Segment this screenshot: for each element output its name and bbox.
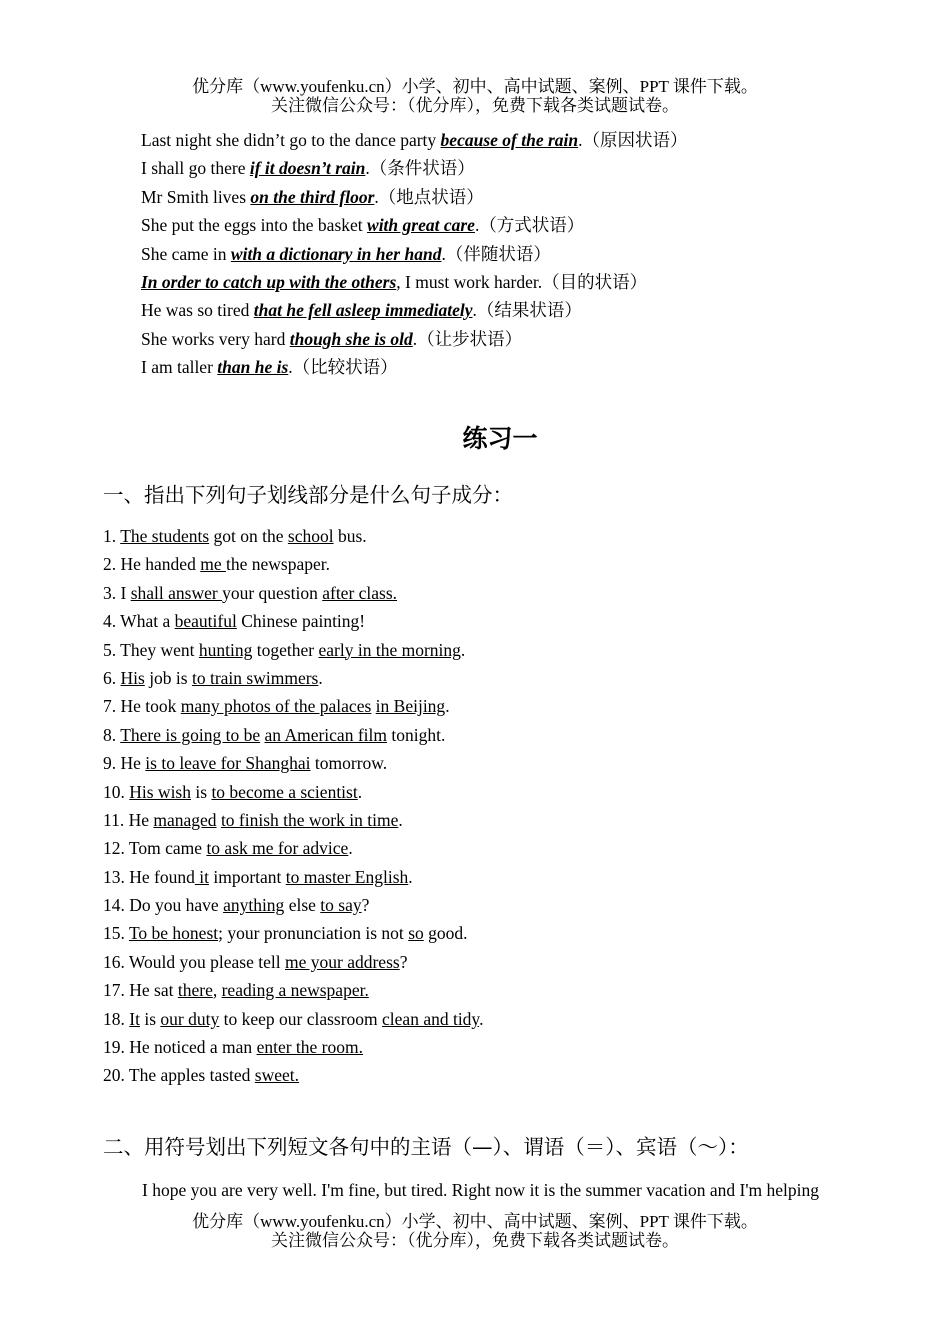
example-sentence	[141, 268, 688, 296]
question-item	[103, 1033, 483, 1061]
question-text: 10.	[103, 781, 130, 802]
example-text: She works very hard	[141, 328, 290, 349]
question-text: your question	[222, 582, 323, 603]
underlined-part: is to leave for Shanghai	[145, 753, 311, 774]
question-text: ; your pronunciation is not	[218, 923, 409, 944]
example-sentence	[141, 296, 688, 324]
question-text: 6.	[103, 667, 121, 688]
passage-paragraph: I hope you are very well. I'm fine, but tired. Right now it is the summer vacation and I'm helping	[142, 1180, 819, 1200]
question-text: .	[357, 781, 363, 802]
question-item	[103, 664, 483, 692]
question-text: ,	[212, 980, 222, 1001]
example-text: .（条件状语）	[365, 158, 475, 179]
underlined-part: hunting	[198, 639, 253, 660]
question-text: 15.	[103, 923, 129, 944]
underlined-part: an American film	[264, 724, 387, 745]
example-key-phrase: though she is old	[289, 328, 413, 349]
underlined-part: anything	[223, 895, 285, 916]
underlined-part: to train swimmers	[191, 667, 319, 688]
question-text: .	[460, 639, 466, 660]
underlined-part: me	[200, 554, 226, 575]
underlined-part: our duty	[160, 1008, 220, 1029]
underlined-part: school	[287, 526, 334, 546]
example-text: .（伴随状语）	[441, 243, 551, 264]
footer-line-1: 优分库（www.youfenku.cn）小学、初中、高中试题、案例、PPT 课件下载。	[192, 1212, 758, 1231]
question-text: 13. He found	[103, 866, 195, 887]
question-text: 9. He	[103, 753, 146, 774]
question-text: .	[398, 809, 403, 830]
underlined-part: His	[120, 667, 145, 688]
underlined-part: reading a newspaper.	[221, 980, 369, 1001]
example-text: He was so tired	[141, 300, 254, 321]
footer-line-2: 关注微信公众号：（优分库），免费下载各类试题试卷。	[271, 1231, 679, 1250]
underlined-part: it	[194, 866, 209, 887]
underlined-part: to finish the work in time	[220, 809, 399, 830]
example-text: Last night she didn’t go to the dance party	[141, 130, 441, 150]
question-text: .	[445, 696, 450, 717]
example-key-phrase: because of the rain	[440, 130, 579, 150]
question-text: together	[252, 639, 319, 660]
question-item	[103, 550, 483, 578]
underlined-part: me your address	[285, 951, 400, 972]
header-line-1: 优分库（www.youfenku.cn）小学、初中、高中试题、案例、PPT 课件下载。	[192, 77, 758, 96]
adverbial-examples	[141, 126, 688, 382]
example-text: She came in	[141, 243, 231, 264]
underlined-part: clean and tidy	[382, 1008, 480, 1029]
question-item	[103, 749, 483, 777]
underlined-part: to master English	[285, 866, 409, 887]
underlined-part: The students	[120, 526, 210, 546]
question-item	[103, 834, 483, 862]
underlined-part: to say	[320, 895, 362, 916]
question-text: .	[318, 667, 323, 688]
question-text: .	[408, 866, 413, 887]
example-sentence	[141, 183, 688, 211]
question-text: bus.	[333, 526, 367, 546]
question-text: important	[208, 866, 286, 887]
question-text: 8.	[103, 724, 121, 745]
example-key-phrase: that he fell asleep immediately	[253, 300, 473, 321]
question-text: 20. The apples tasted	[103, 1065, 255, 1086]
question-text: ?	[399, 951, 408, 972]
question-text: Chinese painting!	[236, 611, 366, 632]
example-sentence	[141, 325, 688, 353]
underlined-part: His wish	[129, 781, 191, 802]
example-text: Mr Smith lives	[141, 186, 251, 207]
question-text: 1.	[103, 526, 121, 546]
question-item	[103, 1061, 483, 1089]
example-sentence	[141, 353, 688, 381]
question-item	[103, 778, 483, 806]
question-text: 19. He noticed a man	[103, 1037, 257, 1058]
question-list	[103, 522, 483, 1090]
question-text: 2. He handed	[103, 554, 201, 575]
example-key-phrase: with a dictionary in her hand	[230, 243, 442, 264]
example-sentence	[141, 126, 688, 154]
underlined-part: so	[408, 923, 424, 944]
underlined-part: There is going to be	[120, 724, 261, 745]
question-text: .	[348, 838, 353, 859]
example-text: .（方式状语）	[474, 215, 585, 236]
question-item	[103, 1005, 483, 1033]
question-item	[103, 721, 483, 749]
example-text: .（结果状语）	[472, 300, 582, 321]
header-line-2: 关注微信公众号：（优分库），免费下载各类试题试卷。	[271, 96, 679, 115]
question-item	[103, 522, 483, 550]
underlined-part: enter the room.	[256, 1037, 363, 1058]
section-1-heading: 一、指出下列句子划线部分是什么句子成分：	[103, 483, 513, 507]
question-item	[103, 863, 483, 891]
underlined-part: sweet.	[254, 1065, 300, 1086]
question-item	[103, 579, 483, 607]
underlined-part: shall answer	[130, 582, 223, 603]
underlined-part: after class.	[322, 582, 398, 603]
example-text: .（比较状语）	[288, 357, 398, 378]
example-text: , I must work harder.（目的状语）	[396, 271, 648, 292]
question-item	[103, 692, 483, 720]
example-text: I am taller	[141, 357, 218, 378]
example-key-phrase: if it doesn’t rain	[249, 158, 366, 179]
question-item	[103, 607, 483, 635]
question-text: 11. He	[103, 809, 154, 830]
example-key-phrase: In order to catch up with the others	[141, 271, 397, 292]
question-item	[103, 636, 483, 664]
example-key-phrase: on the third floor	[250, 186, 375, 207]
question-item	[103, 806, 483, 834]
underlined-part: to ask me for advice	[206, 838, 349, 859]
example-sentence	[141, 240, 688, 268]
page-footer	[0, 1212, 950, 1250]
underlined-part: managed	[153, 809, 217, 830]
question-item	[103, 948, 483, 976]
underlined-part: beautiful	[174, 611, 237, 632]
example-text: She put the eggs into the basket	[141, 215, 368, 236]
underlined-part: early in the morning	[318, 639, 461, 660]
question-text: tonight.	[387, 724, 446, 745]
example-text: .（原因状语）	[578, 130, 688, 150]
underlined-part: there	[177, 980, 213, 1001]
question-text: got on the	[209, 526, 288, 546]
question-text: 18.	[103, 1008, 130, 1029]
question-text: 16. Would you please tell	[103, 951, 285, 972]
example-sentence	[141, 211, 688, 239]
question-text: else	[284, 895, 321, 916]
question-text: job is	[144, 667, 192, 688]
question-text: 7. He took	[103, 696, 181, 717]
question-text: good.	[423, 923, 468, 944]
question-text: 5. They went	[103, 639, 199, 660]
question-text: tomorrow.	[310, 753, 388, 774]
question-text: is	[139, 1008, 161, 1029]
question-text: the newspaper.	[225, 554, 330, 575]
page-header	[0, 77, 950, 115]
question-text: is	[191, 781, 212, 802]
underlined-part: many photos of the palaces	[180, 696, 372, 717]
example-text: I shall go there	[141, 158, 250, 179]
underlined-part: to become a scientist	[211, 781, 358, 802]
question-item	[103, 919, 483, 947]
question-item	[103, 976, 483, 1004]
underlined-part: To be honest	[128, 923, 219, 944]
underlined-part: It	[129, 1008, 140, 1029]
question-text: 14. Do you have	[103, 895, 224, 916]
example-key-phrase: with great care	[367, 215, 475, 236]
question-text: .	[479, 1008, 484, 1029]
section-2-heading: 二、用符号划出下列短文各句中的主语（—）、谓语（＝）、宾语（～）：	[103, 1135, 749, 1159]
example-sentence	[141, 154, 688, 182]
underlined-part: in Beijing	[375, 696, 446, 717]
example-key-phrase: than he is	[217, 357, 289, 378]
question-text: 17. He sat	[103, 980, 178, 1001]
question-text: 12. Tom came	[103, 838, 207, 859]
question-text: 4. What a	[103, 611, 175, 632]
example-text: .（让步状语）	[412, 328, 523, 349]
example-text: .（地点状语）	[374, 186, 484, 207]
exercise-title: 练习一	[462, 424, 538, 453]
question-item	[103, 891, 483, 919]
question-text: to keep our classroom	[219, 1008, 383, 1029]
question-text: 3. I	[103, 582, 131, 603]
question-text: ?	[361, 895, 370, 916]
